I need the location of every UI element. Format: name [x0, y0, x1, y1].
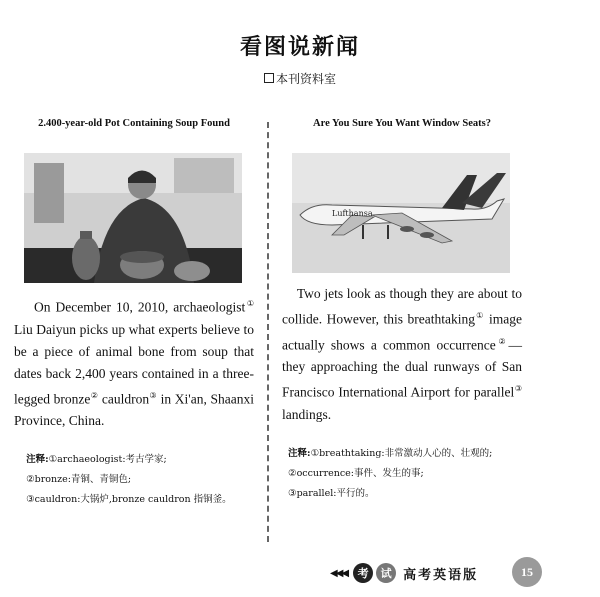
note-line: ③cauldron:大锅炉,bronze cauldron 指铜釜。: [26, 494, 232, 505]
note-line: 注释:①breathtaking:非常激动人心的、壮观的;: [288, 447, 493, 459]
right-notes: [282, 444, 522, 504]
note-line: 注释:①archaeologist:考古学家;: [26, 454, 167, 465]
byline: [0, 70, 600, 87]
page-number: 15: [512, 557, 542, 587]
airplane-photo: [292, 153, 522, 273]
badge-shi: 试: [376, 563, 396, 583]
right-article: [282, 118, 522, 504]
right-body-text: Two jets look as though they are about to collide. However, this breathtaking① image actually shows a common occurrence②— they approaching the dual runways of San Francisco International Airport for parallel③ landings.: [282, 286, 523, 422]
arrows-icon: ◀◀◀: [330, 567, 348, 579]
page-title: 看图说新闻: [239, 35, 360, 60]
note-line: ②bronze:青铜、青铜色;: [26, 474, 132, 485]
magazine-name: 高考英语版: [403, 567, 479, 583]
right-headline: Are You Sure You Want Window Seats?: [313, 118, 491, 129]
note-line: ②occurrence:事件、发生的事;: [288, 467, 424, 479]
badge-kao: 考: [353, 563, 373, 583]
archaeologist-photo: [24, 153, 254, 283]
left-notes: [14, 450, 254, 510]
left-body-text: On December 10, 2010, archaeologist① Liu Daiyun picks up what experts believe to be a piece of animal bone from soup that dates back 2,400 years contained in a three-legged bronze② cauldron③ in Xi'an, Shaanxi Province, China.: [14, 299, 255, 428]
column-divider: [267, 122, 269, 542]
airline-logo-text: Lufthansa: [332, 209, 373, 218]
box-icon: [264, 73, 274, 83]
note-line: ③parallel:平行的。: [288, 487, 375, 499]
left-headline: 2.400-year-old Pot Containing Soup Found: [38, 118, 230, 129]
byline-text: 本刊资料室: [275, 72, 336, 86]
left-article: [14, 118, 254, 510]
